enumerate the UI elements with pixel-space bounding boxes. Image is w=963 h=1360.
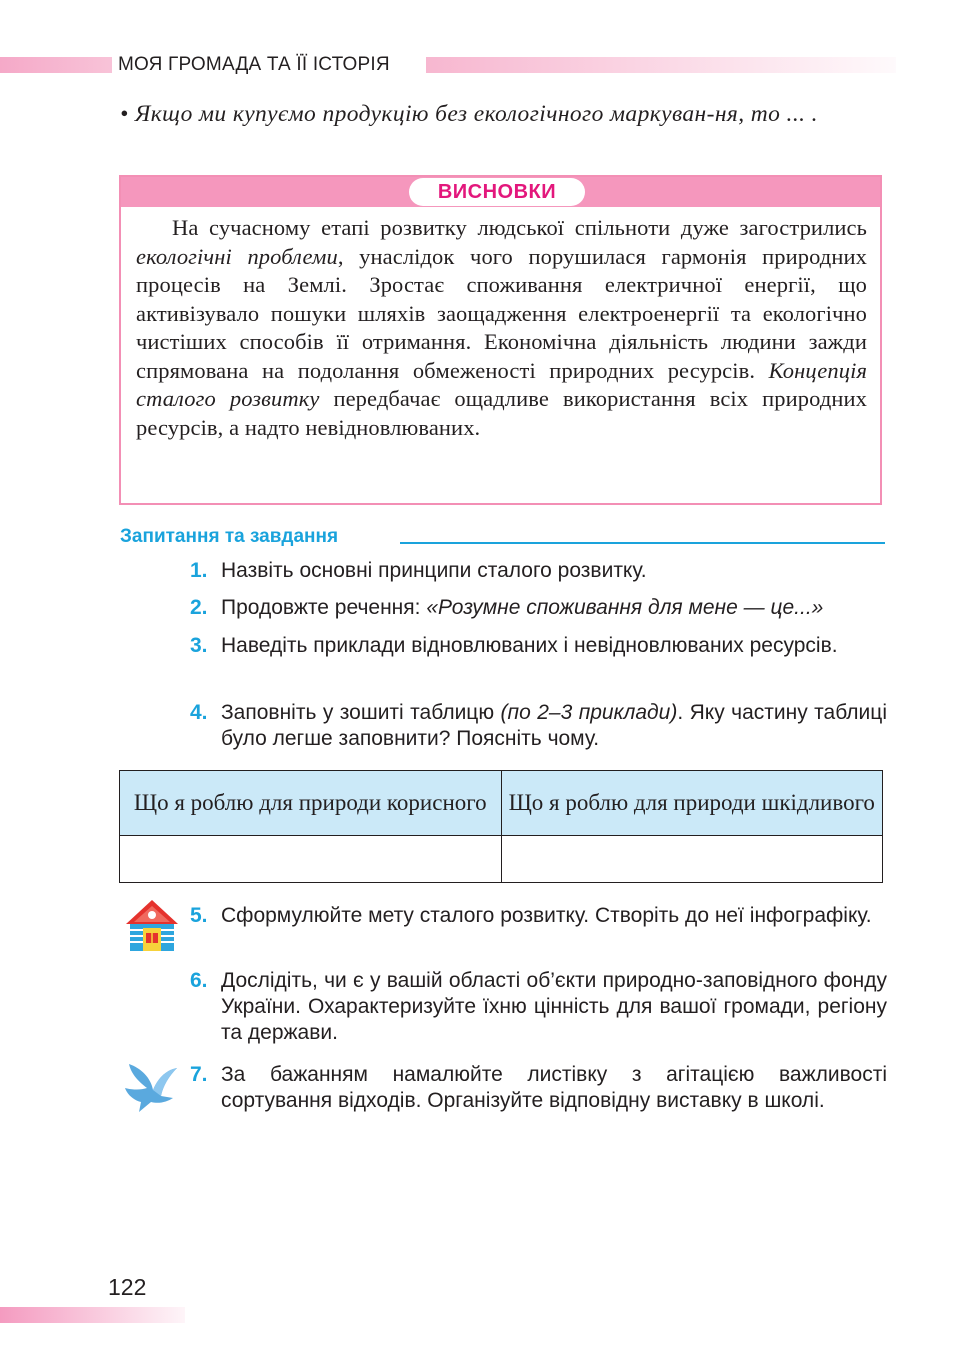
task-text-part: . Яку частину таблиці було легше заповнити? Поясніть чому. xyxy=(221,701,887,750)
task-7 xyxy=(190,1062,887,1114)
task-number: 3. xyxy=(190,634,208,657)
task-text xyxy=(221,595,887,621)
task-number: 1. xyxy=(190,559,208,582)
conclusions-p1: На сучасному етапі розвитку людської спільноти дуже загострились xyxy=(172,215,867,240)
task-4 xyxy=(190,700,887,752)
task-2 xyxy=(190,595,887,621)
task-1 xyxy=(190,558,887,584)
task-number: 2. xyxy=(190,596,208,619)
questions-rule xyxy=(400,542,885,544)
conclusions-p3: передбачає ощадливе використання всіх природних ресурсів, а надто невідновлюваних. xyxy=(136,386,867,440)
task-text: Дослідіть, чи є у вашій області об’єкти природно-заповідного фонду України. Охарактеризуйте їхню цінність для вашої громади, регіону та держави. xyxy=(221,969,887,1044)
task-text: Сформулюйте мету сталого розвитку. Створіть до неї інфографіку. xyxy=(221,904,872,927)
table-header-row xyxy=(120,771,883,836)
page-number: 122 xyxy=(108,1274,147,1300)
task-number: 4. xyxy=(190,701,208,724)
table-header-harmful: Що я роблю для природи шкідливого xyxy=(501,771,883,836)
task-text: Наведіть приклади відновлюваних і невідновлюваних ресурсів. xyxy=(221,634,838,657)
intro-bullet: • Якщо ми купуємо продукцію без екологічного маркуван-ня, то ... . xyxy=(120,101,818,127)
conclusions-text xyxy=(136,214,867,442)
task-text-part: Заповніть у зошиті таблицю xyxy=(221,701,501,724)
task-text-em: «Розумне споживання для мене — це...» xyxy=(426,596,824,619)
table-cell xyxy=(501,836,883,883)
conclusions-em2: Концепція сталого розвитку xyxy=(136,357,867,411)
conclusions-p2: , унаслідок чого порушилася гармонія природних процесів на Землі. Зростає споживання електричної енергії, що активізувало пошуки шляхів заощадження електроенергії та екологічно чистіших способів її отримання. Економічна діяльність людини зажди спрямована на подолання обмеженості природних ресурсів. xyxy=(136,243,867,383)
task-number: 6. xyxy=(190,969,208,992)
task-text-part: Продовжте речення: xyxy=(221,596,427,619)
footer-decor xyxy=(0,1307,185,1323)
good-bad-table xyxy=(119,770,883,883)
header-title: МОЯ ГРОМАДА ТА ЇЇ ІСТОРІЯ xyxy=(118,54,390,75)
questions-title: Запитання та завдання xyxy=(120,526,339,547)
task-5 xyxy=(190,903,887,929)
task-number: 7. xyxy=(190,1063,208,1086)
task-text: За бажанням намалюйте листівку з агітацією важливості сортування відходів. Організуйте відповідну виставку в школі. xyxy=(221,1063,887,1112)
task-text: Назвіть основні принципи сталого розвитку. xyxy=(221,559,647,582)
table-header-useful: Що я роблю для природи корисного xyxy=(120,771,502,836)
task-number: 5. xyxy=(190,904,208,927)
task-text xyxy=(221,700,887,752)
conclusions-label: ВИСНОВКИ xyxy=(409,178,585,206)
dove-icon xyxy=(121,1062,183,1114)
house-icon xyxy=(124,898,180,954)
table-cell xyxy=(120,836,502,883)
header-decor-left xyxy=(0,57,112,73)
task-text-em: (по 2–3 приклади) xyxy=(500,701,678,724)
task-3 xyxy=(190,633,887,659)
table-row xyxy=(120,836,883,883)
task-6 xyxy=(190,968,887,1046)
header-decor-right xyxy=(426,57,896,73)
conclusions-em1: екологічні проблеми xyxy=(136,243,338,269)
